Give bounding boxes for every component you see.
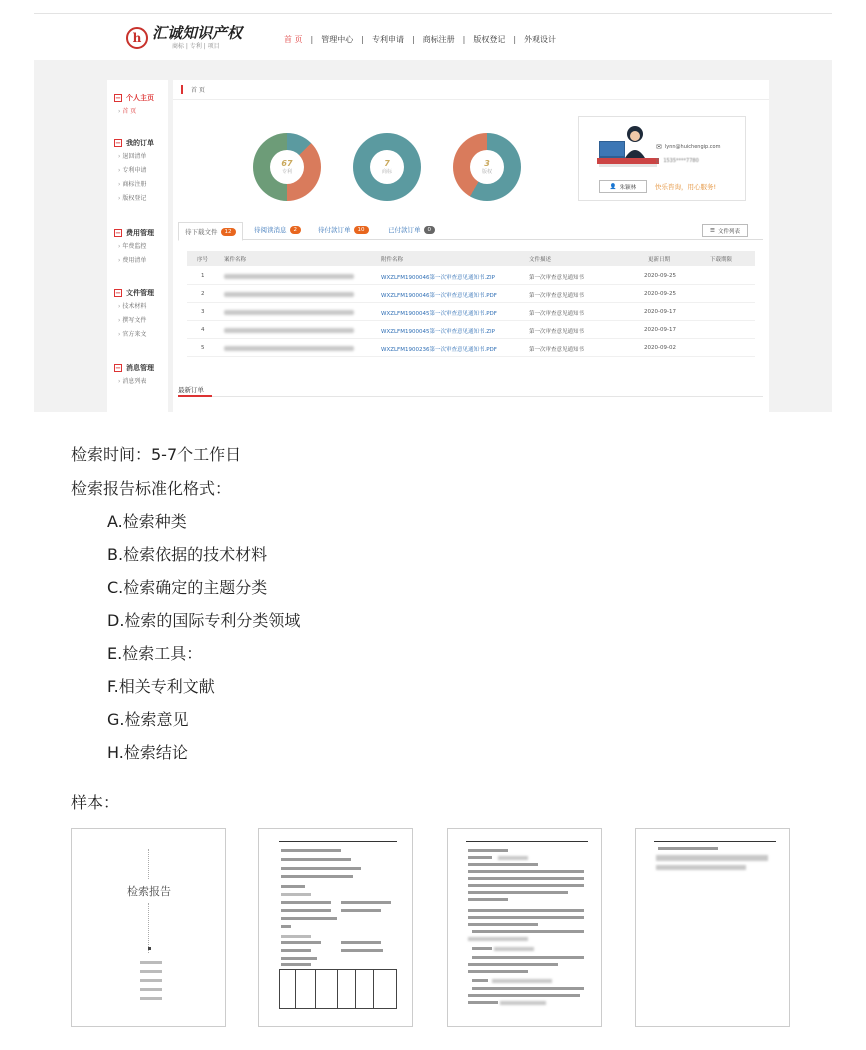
donut-label: 专利 <box>281 169 292 175</box>
nav-trademark[interactable]: 商标注册 <box>422 35 455 44</box>
contact-phone <box>656 157 699 164</box>
sample-page2-thumb[interactable] <box>258 828 413 1027</box>
format-item: G.检索意见 <box>107 710 189 729</box>
phone-text: 1535****7780 <box>663 157 699 164</box>
row-no: 5 <box>201 345 205 351</box>
top-nav: 首 页 | 管理中心 | 专利申请 | 商标注册 | 版权登记 | 外观设计 <box>284 35 557 44</box>
sample-title: 样本： <box>71 793 120 812</box>
contact-card <box>578 116 746 201</box>
tab-label: 待下载文件 <box>185 228 218 236</box>
col-no: 序号 <box>197 257 209 263</box>
collapse-icon[interactable]: − <box>115 94 121 102</box>
cover-title: 检索报告 <box>127 885 171 898</box>
format-item: E.检索工具： <box>107 644 203 663</box>
tab-label: 已付款订单 <box>388 226 421 234</box>
logo-mark-icon: h <box>126 27 148 49</box>
contact-email[interactable] <box>656 143 720 151</box>
row-file-link[interactable]: WXZLFM1900046第一次审查意见通知书.PDF <box>381 293 497 299</box>
collapse-icon[interactable]: − <box>115 364 121 372</box>
tab-unpaid[interactable] <box>318 225 369 234</box>
donut-value: 67 <box>281 159 293 168</box>
tab-badge: 0 <box>424 226 436 234</box>
sidebar-item-tech[interactable]: › 技术材料 <box>107 300 168 314</box>
sidebar-group-messages <box>107 363 168 389</box>
sidebar-item-copyright[interactable]: › 版权登记 <box>107 192 168 206</box>
table-row <box>187 268 755 285</box>
logo-subtitle: 商标 | 专利 | 项目 <box>172 43 220 50</box>
header-divider <box>34 13 832 14</box>
row-desc: 第一次审查意见通知书 <box>529 347 585 353</box>
collapse-icon[interactable]: − <box>115 139 121 147</box>
tab-bar <box>178 222 763 240</box>
sidebar-group-files <box>107 288 168 342</box>
col-desc: 文件描述 <box>529 257 552 263</box>
table-header <box>187 251 755 266</box>
logo[interactable] <box>126 25 242 50</box>
breadcrumb-label[interactable]: 首 页 <box>191 87 205 94</box>
sidebar-group-title: 费用管理 <box>126 229 154 237</box>
sample-cover-thumb[interactable] <box>71 828 226 1027</box>
sidebar-group-home <box>107 93 168 119</box>
sidebar-group-fees <box>107 228 168 268</box>
sidebar <box>107 80 168 412</box>
donut-value: 3 <box>484 159 490 168</box>
row-desc: 第一次审查意见通知书 <box>529 293 585 299</box>
nav-patent[interactable]: 专利申请 <box>371 35 404 44</box>
sidebar-item-drafts[interactable]: › 撰写文件 <box>107 314 168 328</box>
contact-slogan: 快乐咨询，用心服务! <box>655 183 717 191</box>
user-icon: 👤 <box>609 183 617 190</box>
case-name-redacted <box>224 310 354 315</box>
donut-label: 版权 <box>481 169 492 175</box>
row-no: 4 <box>201 327 205 333</box>
format-item: C.检索确定的主题分类 <box>107 578 268 597</box>
sample-page4-thumb[interactable] <box>635 828 790 1027</box>
nav-design[interactable]: 外观设计 <box>524 35 557 44</box>
tab-label: 待阅读消息 <box>254 226 287 234</box>
newest-orders-title[interactable]: 最新订单 <box>178 386 204 394</box>
file-list-label: 文件列表 <box>717 228 740 235</box>
sidebar-item-fee-list[interactable]: › 费用清单 <box>107 254 168 268</box>
nav-copyright[interactable]: 版权登记 <box>473 35 506 44</box>
row-date: 2020-09-17 <box>644 309 676 315</box>
row-no: 1 <box>201 273 205 279</box>
sidebar-group-title: 我的订单 <box>126 139 154 147</box>
format-item: A.检索种类 <box>107 512 187 531</box>
row-file-link[interactable]: WXZLFM1900236第一次审查意见通知书.PDF <box>381 347 497 353</box>
tab-paid[interactable] <box>388 225 435 234</box>
format-item: D.检索的国际专利分类领域 <box>107 611 301 630</box>
tab-messages[interactable] <box>254 225 301 234</box>
col-file: 附件名称 <box>381 257 404 263</box>
donut-copyright[interactable] <box>453 133 521 201</box>
sidebar-item-annual-fee[interactable]: › 年费监控 <box>107 240 168 254</box>
row-date: 2020-09-02 <box>644 345 676 351</box>
collapse-icon[interactable]: − <box>115 229 121 237</box>
tab-badge: 10 <box>354 226 369 234</box>
file-list-button[interactable] <box>702 224 748 237</box>
sidebar-item-home[interactable]: › 首 页 <box>107 105 168 119</box>
table-row <box>187 340 755 357</box>
row-desc: 第一次审查意见通知书 <box>529 329 585 335</box>
sidebar-group-title: 文件管理 <box>126 289 154 297</box>
list-icon: ☰ <box>710 227 715 234</box>
table-row <box>187 322 755 339</box>
main-panel <box>173 80 769 412</box>
nav-management[interactable]: 管理中心 <box>321 35 354 44</box>
contact-name-button[interactable] <box>599 180 647 193</box>
donut-trademark[interactable] <box>353 133 421 201</box>
row-desc: 第一次审查意见通知书 <box>529 311 585 317</box>
row-date: 2020-09-25 <box>644 291 676 297</box>
collapse-icon[interactable]: − <box>115 289 121 297</box>
format-item: H.检索结论 <box>107 743 188 762</box>
col-deadline: 下载期限 <box>710 257 733 263</box>
tab-badge: 2 <box>290 226 302 234</box>
row-file-link[interactable]: WXZLFM1900045第一次审查意见通知书.PDF <box>381 311 497 317</box>
email-text: lynn@huichengip.com <box>664 144 721 150</box>
case-name-redacted <box>224 328 354 333</box>
col-date: 更新日期 <box>648 257 671 263</box>
contact-name: 朱颖林 <box>619 184 637 191</box>
donut-patent[interactable] <box>253 133 321 201</box>
case-name-redacted <box>224 292 354 297</box>
row-no: 2 <box>201 291 205 297</box>
newest-underline <box>178 395 212 397</box>
row-file-link[interactable]: WXZLFM1900045第一次审查意见通知书.ZIP <box>381 329 495 335</box>
row-no: 3 <box>201 309 205 315</box>
tab-badge: 12 <box>221 228 236 236</box>
sidebar-item-official[interactable]: › 官方来文 <box>107 328 168 342</box>
sidebar-item-returns[interactable]: › 退回清单 <box>107 150 168 164</box>
search-time: 检索时间：5-7个工作日 <box>71 445 242 464</box>
newest-divider <box>178 396 763 397</box>
row-file-link[interactable]: WXZLFM1900046第一次审查意见通知书.ZIP <box>381 275 495 281</box>
logo-text: 汇诚知识产权 <box>152 24 243 42</box>
sample-page3-thumb[interactable] <box>447 828 602 1027</box>
case-name-redacted <box>224 346 354 351</box>
tab-downloads[interactable] <box>178 222 243 241</box>
format-item: B.检索依据的技术材料 <box>107 545 268 564</box>
sidebar-item-messages[interactable]: › 消息列表 <box>107 375 168 389</box>
table-row <box>187 304 755 321</box>
col-case: 案件名称 <box>224 257 247 263</box>
row-date: 2020-09-25 <box>644 273 676 279</box>
format-item: F.相关专利文献 <box>107 677 215 696</box>
sidebar-group-title: 个人主页 <box>126 94 154 102</box>
nav-home[interactable]: 首 页 <box>284 35 303 44</box>
sidebar-item-patent[interactable]: › 专利申请 <box>107 164 168 178</box>
customer-service-illustration <box>597 124 659 178</box>
sidebar-group-orders <box>107 138 168 206</box>
table-row <box>187 286 755 303</box>
phone-icon: ▯ <box>656 157 660 164</box>
donut-value: 7 <box>384 159 390 168</box>
row-date: 2020-09-17 <box>644 327 676 333</box>
tab-label: 待付款订单 <box>318 226 351 234</box>
case-name-redacted <box>224 274 354 279</box>
donut-label: 商标 <box>381 169 392 175</box>
format-title: 检索报告标准化格式： <box>71 479 232 498</box>
sidebar-group-title: 消息管理 <box>126 364 154 372</box>
row-desc: 第一次审查意见通知书 <box>529 275 585 281</box>
mail-icon: ✉ <box>656 143 662 151</box>
sidebar-item-trademark[interactable]: › 商标注册 <box>107 178 168 192</box>
breadcrumb <box>173 80 769 100</box>
